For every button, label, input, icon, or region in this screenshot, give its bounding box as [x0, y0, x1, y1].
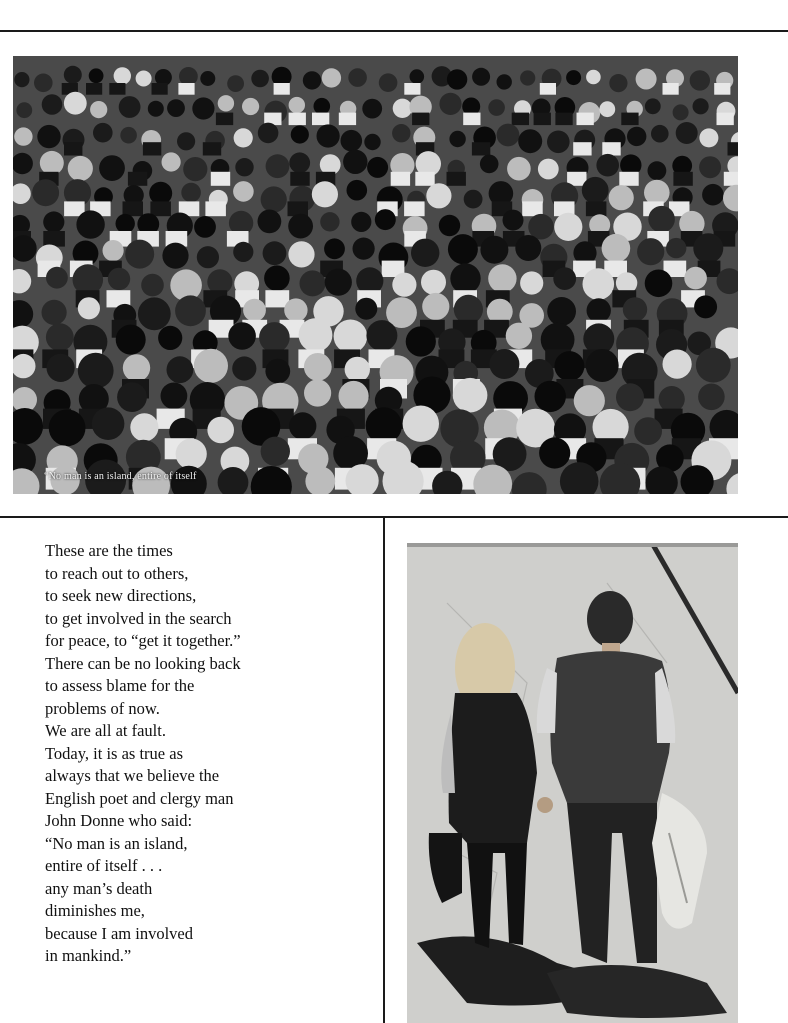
- crowd-figure: [148, 101, 164, 117]
- crowd-figure-body: [472, 142, 490, 155]
- crowd-figure-body: [404, 83, 420, 95]
- crowd-figure: [261, 437, 290, 466]
- crowd-figure: [265, 359, 290, 384]
- crowd-figure: [535, 381, 566, 412]
- crowd-figure: [227, 75, 244, 92]
- crowd-figure: [488, 99, 505, 116]
- crowd-figure: [130, 413, 158, 441]
- crowd-figure: [167, 356, 194, 383]
- crowd-figure: [103, 240, 124, 261]
- poem-line: to reach out to others,: [45, 563, 189, 583]
- crowd-figure: [454, 295, 483, 324]
- crowd-figure: [194, 349, 228, 383]
- crowd-figure: [289, 412, 316, 439]
- crowd-figure: [194, 216, 216, 238]
- crowd-figure: [14, 127, 32, 145]
- crowd-figure: [43, 211, 64, 232]
- crowd-figure: [120, 127, 137, 144]
- crowd-figure-body: [312, 113, 329, 126]
- crowd-figure-body: [178, 83, 194, 95]
- crowd-figure: [181, 183, 201, 203]
- crowd-figure: [464, 190, 483, 209]
- crowd-figure: [599, 101, 615, 117]
- crowd-figure: [243, 299, 266, 322]
- couple-photo: [407, 543, 738, 1023]
- crowd-figure: [450, 263, 480, 293]
- crowd-figure: [583, 268, 615, 300]
- poem-line: diminishes me,: [45, 901, 145, 920]
- crowd-figure: [448, 234, 478, 264]
- crowd-figure-body: [152, 83, 168, 95]
- crowd-figure: [503, 210, 524, 231]
- crowd-figure: [449, 131, 465, 147]
- crowd-figure: [676, 122, 698, 144]
- crowd-figure: [347, 180, 368, 201]
- crowd-figure: [317, 124, 340, 147]
- crowd-figure: [480, 155, 499, 174]
- poem-text: [45, 540, 365, 968]
- crowd-figure: [645, 98, 661, 114]
- crowd-figure-body: [555, 113, 572, 126]
- crowd-figure: [702, 184, 724, 206]
- crowd-figure: [325, 269, 352, 296]
- crowd-figure-body: [412, 113, 429, 126]
- crowd-figure-body: [463, 113, 480, 126]
- crowd-figure: [324, 238, 345, 259]
- crowd-figure: [68, 156, 93, 181]
- crowd-figure-body: [573, 142, 591, 155]
- crowd-figure: [659, 386, 685, 412]
- crowd-figure: [339, 381, 369, 411]
- couple-illustration: [407, 543, 738, 1023]
- crowd-figure: [300, 270, 326, 296]
- crowd-figure: [403, 406, 439, 442]
- poem-line: There can be no looking back: [45, 653, 241, 673]
- crowd-figure: [167, 99, 185, 117]
- crowd-figure: [447, 69, 467, 89]
- poem-line: entire of itself . . .: [45, 856, 163, 875]
- crowd-photo: [13, 56, 738, 494]
- crowd-figure-body: [43, 231, 65, 247]
- crowd-figure: [627, 127, 646, 146]
- crowd-figure: [422, 293, 449, 320]
- crowd-figure-body: [211, 172, 230, 186]
- crowd-figure: [348, 68, 367, 87]
- crowd-figure: [149, 182, 172, 205]
- poem-line: problems of now.: [45, 698, 160, 718]
- crowd-caption: “No man is an island, entire of itself: [44, 471, 197, 482]
- column-divider: [383, 517, 385, 1023]
- crowd-figure: [364, 134, 380, 150]
- crowd-figure-body: [288, 201, 309, 216]
- crowd-figure-body: [274, 83, 290, 95]
- crowd-figure-body: [150, 201, 171, 216]
- crowd-figure-body: [143, 142, 161, 155]
- crowd-figure: [602, 234, 631, 263]
- crowd-figure: [343, 150, 367, 174]
- crowd-figure-body: [673, 172, 692, 186]
- crowd-figure: [46, 323, 74, 351]
- crowd-figure: [291, 125, 309, 143]
- crowd-figure-body: [724, 172, 738, 186]
- crowd-figure: [304, 379, 331, 406]
- crowd-figure: [506, 323, 532, 349]
- crowd-figure: [78, 297, 100, 319]
- crowd-figure: [439, 93, 461, 115]
- crowd-figure-body: [290, 172, 309, 186]
- crowd-figure: [304, 353, 332, 381]
- crowd-figure: [161, 383, 188, 410]
- crowd-figure: [673, 104, 689, 120]
- crowd-figure: [518, 129, 542, 153]
- crowd-figure-body: [205, 201, 226, 216]
- crowd-figure: [334, 320, 368, 354]
- crowd-figure: [116, 325, 146, 355]
- crowd-figure: [93, 123, 113, 143]
- crowd-figure: [266, 154, 290, 178]
- crowd-figure: [684, 267, 707, 290]
- crowd-figure: [289, 152, 310, 173]
- crowd-figure: [411, 239, 439, 267]
- crowd-figure: [666, 238, 686, 258]
- crowd-figure: [587, 298, 611, 322]
- crowd-figure: [183, 157, 207, 181]
- crowd-figure: [699, 128, 718, 147]
- crowd-figure: [288, 241, 314, 267]
- crowd-figure-body: [621, 113, 638, 126]
- crowd-figure: [320, 212, 339, 231]
- top-divider: [0, 30, 788, 32]
- crowd-figure-body: [447, 172, 466, 186]
- poem-line: always that we believe the: [45, 766, 220, 785]
- crowd-figure: [439, 215, 460, 236]
- crowd-figure: [179, 67, 198, 86]
- crowd-figure: [663, 350, 692, 379]
- crowd-figure: [284, 298, 307, 321]
- crowd-figure: [566, 70, 581, 85]
- crowd-figure-body: [203, 142, 221, 155]
- crowd-figure: [258, 210, 282, 234]
- crowd-figure: [141, 274, 164, 297]
- crowd-figure: [392, 273, 416, 297]
- crowd-figure: [586, 70, 601, 85]
- poem-line: in mankind.”: [45, 946, 132, 965]
- crowd-figure: [410, 69, 425, 84]
- poem-line: We are all at fault.: [45, 721, 166, 740]
- crowd-figure-body: [86, 83, 102, 95]
- crowd-figure: [651, 125, 669, 143]
- crowd-figure: [175, 295, 206, 326]
- crowd-figure: [634, 417, 662, 445]
- crowd-figure: [235, 158, 253, 176]
- crowd-figure: [288, 214, 313, 239]
- crowd-figure: [192, 97, 214, 119]
- crowd-figure: [623, 297, 647, 321]
- crowd-figure: [637, 238, 664, 265]
- crowd-figure: [648, 206, 675, 233]
- crowd-figure: [426, 183, 451, 208]
- crowd-figure: [489, 349, 519, 379]
- crowd-figure: [40, 151, 64, 175]
- crowd-figure: [138, 297, 171, 330]
- crowd-figure: [497, 74, 512, 89]
- crowd-figure: [574, 385, 605, 416]
- crowd-figure: [32, 179, 59, 206]
- poem-line: “No man is an island,: [45, 833, 188, 853]
- crowd-figure: [261, 186, 287, 212]
- poem-line: English poet and clergy man: [45, 788, 234, 808]
- crowd-figure: [207, 417, 234, 444]
- crowd-figure: [554, 213, 582, 241]
- crowd-figure: [353, 238, 375, 260]
- crowd-figure: [64, 92, 87, 115]
- crowd-figure: [176, 438, 207, 469]
- crowd-figure: [375, 209, 396, 230]
- crowd-figure: [345, 357, 370, 382]
- crowd-figure: [547, 131, 570, 154]
- crowd-figure: [64, 66, 82, 84]
- crowd-figure: [234, 128, 253, 147]
- poem-line: Today, it is as true as: [45, 743, 183, 763]
- crowd-figure: [322, 68, 341, 87]
- crowd-figure-body: [534, 113, 551, 126]
- crowd-figure: [312, 181, 338, 207]
- crowd-figure: [392, 124, 410, 142]
- crowd-figure: [233, 181, 254, 202]
- crowd-figure-body: [128, 172, 147, 186]
- crowd-figure: [162, 243, 188, 269]
- poem-line: John Donne who said:: [45, 811, 193, 830]
- crowd-figure: [520, 271, 543, 294]
- crowd-figure: [197, 246, 219, 268]
- crowd-illustration: [13, 56, 738, 494]
- crowd-figure: [117, 382, 147, 412]
- crowd-figure: [367, 157, 388, 178]
- crowd-figure-body: [415, 172, 434, 186]
- crowd-figure: [263, 241, 287, 265]
- crowd-figure: [303, 71, 321, 89]
- crowd-figure: [314, 98, 331, 115]
- crowd-figure: [507, 157, 531, 181]
- crowd-figure-body: [540, 83, 556, 95]
- crowd-figure: [119, 96, 141, 118]
- crowd-figure: [636, 69, 657, 90]
- crowd-figure: [232, 356, 256, 380]
- crowd-figure: [251, 70, 269, 88]
- crowd-figure: [299, 318, 333, 352]
- crowd-figure: [242, 98, 259, 115]
- crowd-figure: [693, 98, 709, 114]
- poem-line: any man’s death: [45, 878, 153, 898]
- crowd-figure-body: [728, 142, 739, 155]
- crowd-figure: [648, 161, 667, 180]
- crowd-figure-body: [339, 113, 356, 126]
- crowd-figure: [136, 71, 152, 87]
- crowd-figure: [114, 67, 131, 84]
- crowd-figure: [472, 68, 490, 86]
- crowd-figure-body: [717, 113, 734, 126]
- crowd-figure: [78, 353, 114, 389]
- crowd-figure: [228, 322, 256, 350]
- crowd-figure: [158, 326, 182, 350]
- crowd-figure-body: [391, 172, 410, 186]
- crowd-figure: [547, 297, 576, 326]
- crowd-figure-body: [663, 83, 679, 95]
- crowd-figure: [200, 71, 215, 86]
- crowd-figure: [586, 349, 619, 382]
- crowd-figure: [37, 125, 60, 148]
- crowd-figure-body: [714, 83, 730, 95]
- crowd-figure: [645, 270, 673, 298]
- crowd-figure: [616, 383, 644, 411]
- crowd-figure: [538, 159, 559, 180]
- crowd-figure: [699, 156, 721, 178]
- crowd-figure: [218, 95, 234, 111]
- crowd-figure: [89, 68, 104, 83]
- crowd-figure: [554, 351, 584, 381]
- poem-line: to get involved in the search: [45, 608, 232, 628]
- crowd-figure: [497, 124, 520, 147]
- crowd-figure: [698, 384, 725, 411]
- crowd-figure: [99, 155, 125, 181]
- poem-line: because I am involved: [45, 923, 193, 943]
- crowd-figure: [259, 322, 290, 353]
- poem-line: to assess blame for the: [45, 676, 195, 695]
- crowd-figure: [539, 437, 570, 468]
- crowd-figure: [609, 74, 627, 92]
- crowd-figure-body: [109, 83, 125, 95]
- crowd-figure: [16, 102, 32, 118]
- crowd-figure-body: [577, 113, 594, 126]
- crowd-figure: [14, 72, 29, 87]
- crowd-figure: [34, 74, 53, 93]
- crowd-figure: [553, 267, 576, 290]
- crowd-figure: [123, 354, 150, 381]
- crowd-figure: [393, 99, 412, 118]
- crowd-figure: [341, 130, 363, 152]
- crowd-figure-body: [586, 201, 607, 216]
- crowd-figure: [421, 270, 446, 295]
- crowd-figure: [76, 210, 104, 238]
- crowd-figure: [693, 233, 723, 263]
- crowd-figure: [379, 73, 398, 92]
- crowd-figure: [125, 240, 154, 269]
- crowd-figure: [515, 235, 541, 261]
- crowd-figure: [108, 268, 130, 290]
- crowd-figure-body: [289, 113, 306, 126]
- crowd-figure: [366, 320, 397, 351]
- crowd-figure: [233, 242, 253, 262]
- crowd-figure: [289, 97, 305, 113]
- crowd-figure: [582, 177, 609, 204]
- crowd-figure: [49, 409, 86, 446]
- crowd-figure: [258, 123, 279, 144]
- crowd-figure-body: [404, 201, 425, 216]
- crowd-figure: [42, 300, 67, 325]
- crowd-figure: [264, 265, 290, 291]
- poem-line: to seek new directions,: [45, 586, 197, 605]
- crowd-figure: [162, 152, 181, 171]
- crowd-figure: [596, 154, 619, 177]
- poem-line: for peace, to “get it together.”: [45, 631, 241, 650]
- crowd-figure: [690, 70, 710, 90]
- crowd-figure: [46, 267, 68, 289]
- crowd-figure: [92, 407, 125, 440]
- crowd-figure-body: [619, 172, 638, 186]
- crowd-figure: [90, 101, 107, 118]
- middle-divider: [0, 516, 788, 518]
- crowd-figure: [480, 236, 508, 264]
- crowd-figure-body: [64, 142, 82, 155]
- crowd-figure: [116, 214, 135, 233]
- crowd-figure-body: [602, 142, 620, 155]
- crowd-figure: [362, 99, 382, 119]
- crowd-figure-body: [512, 113, 529, 126]
- crowd-figure: [520, 70, 535, 85]
- crowd-figure: [47, 354, 75, 382]
- crowd-figure-body: [216, 113, 233, 126]
- crowd-figure: [42, 94, 63, 115]
- crowd-figure: [609, 185, 634, 210]
- crowd-figure: [696, 348, 731, 383]
- crowd-figure: [355, 298, 377, 320]
- crowd-figure: [406, 326, 436, 356]
- crowd-figure: [694, 295, 717, 318]
- crowd-figure: [453, 378, 488, 413]
- crowd-figure: [177, 132, 195, 150]
- poem-line: These are the times: [45, 541, 173, 560]
- crowd-figure: [351, 212, 371, 232]
- crowd-figure: [488, 264, 516, 292]
